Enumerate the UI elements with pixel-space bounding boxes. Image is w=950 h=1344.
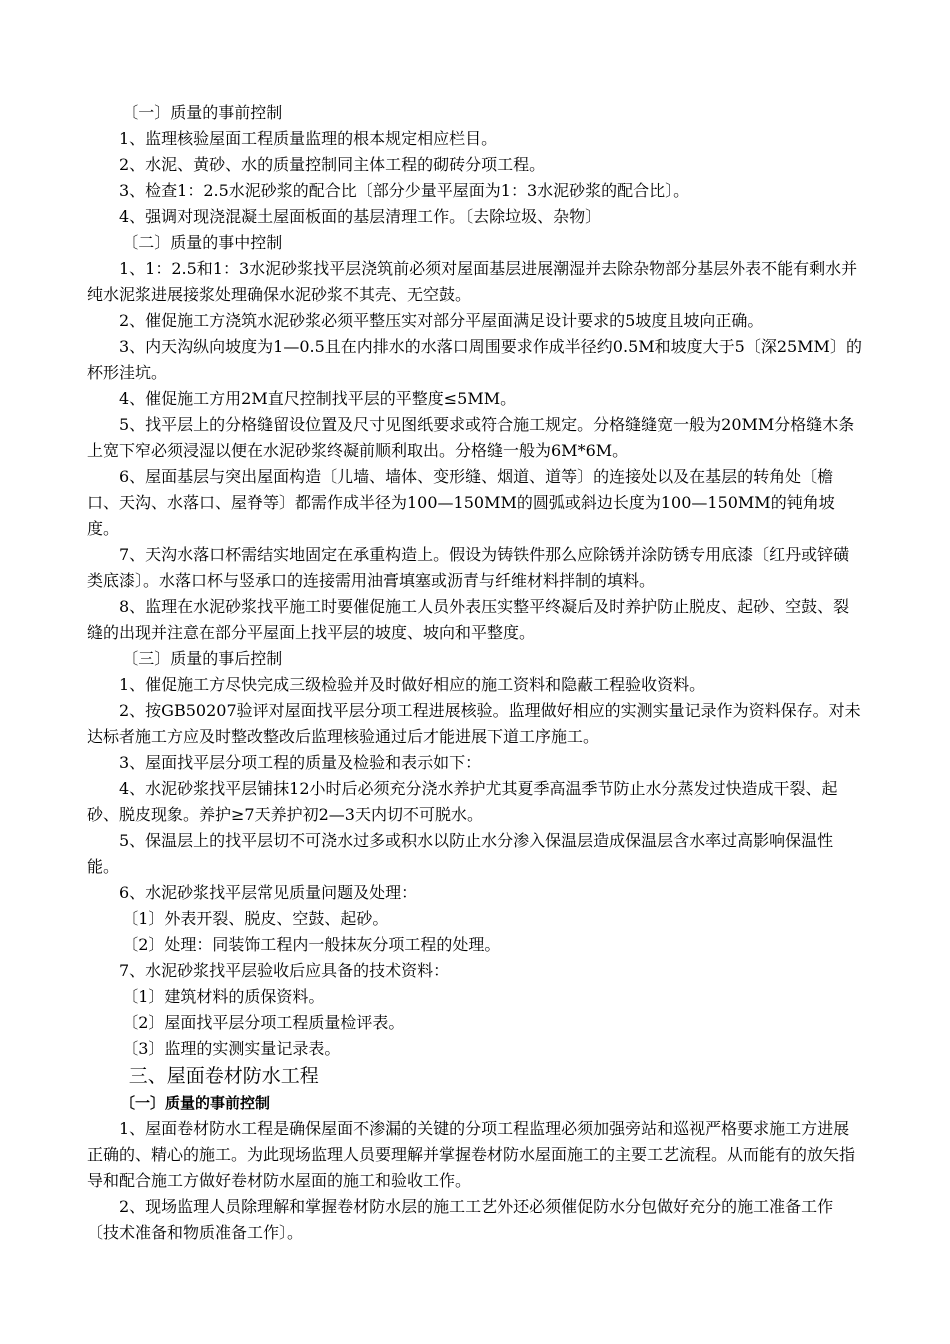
paragraph: 4、水泥砂浆找平层铺抹12小时后必须充分浇水养护尤其夏季高温季节防止水分蒸发过快造成干裂、起砂、脱皮现象。养护≥7天养护初2—3天内切不可脱水。 — [87, 779, 838, 824]
paragraph: 2、水泥、黄砂、水的质量控制同主体工程的砌砖分项工程。 — [119, 155, 546, 174]
list-item: 〔2〕屋面找平层分项工程质量检评表。 — [122, 1013, 405, 1032]
section-heading: 〔三〕质量的事后控制 — [122, 649, 283, 668]
paragraph: 6、屋面基层与突出屋面构造〔儿墙、墙体、变形缝、烟道、道等〕的连接处以及在基层的转角处〔檐口、天沟、水落口、屋脊等〕都需作成半径为100—150MM的圆弧或斜边长度为100—150MM的钝角坡度。 — [87, 467, 835, 538]
list-item: 〔2〕处理：同装饰工程内一般抹灰分项工程的处理。 — [122, 935, 501, 954]
paragraph: 1、监理核验屋面工程质量监理的根本规定相应栏目。 — [119, 129, 498, 148]
paragraph: 7、水泥砂浆找平层验收后应具备的技术资料： — [119, 961, 450, 980]
paragraph: 3、检查1：2.5水泥砂浆的配合比〔部分少量平屋面为1：3水泥砂浆的配合比〕。 — [119, 181, 690, 200]
paragraph: 2、催促施工方浇筑水泥砂浆必须平整压实对部分平屋面满足设计要求的5坡度且坡向正确。 — [119, 311, 764, 330]
list-item: 〔1〕建筑材料的质保资料。 — [122, 987, 325, 1006]
chapter-heading: 三、屋面卷材防水工程 — [128, 1065, 319, 1087]
section-heading: 〔一〕质量的事前控制 — [122, 103, 283, 122]
paragraph: 5、保温层上的找平层切不可浇水过多或积水以防止水分渗入保温层造成保温层含水率过高影响保温性能。 — [87, 831, 834, 876]
section-heading: 〔二〕质量的事中控制 — [122, 233, 283, 252]
paragraph: 7、天沟水落口杯需结实地固定在承重构造上。假设为铸铁件那么应除锈并涂防锈专用底漆〔红丹或锌磺类底漆〕。水落口杯与竖承口的连接需用油膏填塞或沥青与纤维材料拌制的填料。 — [87, 545, 850, 590]
paragraph: 3、屋面找平层分项工程的质量及检验和表示如下： — [119, 753, 482, 772]
paragraph: 5、找平层上的分格缝留设位置及尺寸见图纸要求或符合施工规定。分格缝缝宽一般为20MM分格缝木条上宽下窄必须浸湿以便在水泥砂浆终凝前顺利取出。分格缝一般为6M*6M。 — [87, 415, 855, 460]
paragraph: 4、催促施工方用2M直尺控制找平层的平整度≤5MM。 — [119, 389, 517, 408]
paragraph: 8、监理在水泥砂浆找平施工时要催促施工人员外表压实整平终凝后及时养护防止脱皮、起砂、空鼓、裂缝的出现并注意在部分平屋面上找平层的坡度、坡向和平整度。 — [87, 597, 850, 642]
document-page — [87, 100, 865, 1246]
list-item: 〔1〕外表开裂、脱皮、空鼓、起砂。 — [122, 909, 389, 928]
paragraph: 2、现场监理人员除理解和掌握卷材防水层的施工工艺外还必须催促防水分包做好充分的施工准备工作〔技术准备和物质准备工作〕。 — [87, 1197, 834, 1242]
paragraph: 6、水泥砂浆找平层常见质量问题及处理： — [119, 883, 418, 902]
paragraph: 1、屋面卷材防水工程是确保屋面不渗漏的关键的分项工程监理必须加强旁站和巡视严格要求施工方进展正确的、精心的施工。为此现场监理人员要理解并掌握卷材防水屋面施工的主要工艺流程。从而能有的放矢指导和配合施工方做好卷材防水屋面的施工和验收工作。 — [87, 1119, 856, 1190]
paragraph: 4、强调对现浇混凝土屋面板面的基层清理工作。〔去除垃圾、杂物〕 — [119, 207, 602, 226]
paragraph: 3、内天沟纵向坡度为1—0.5且在内排水的水落口周围要求作成半径约0.5M和坡度大于5〔深25MM〕的杯形洼坑。 — [87, 337, 862, 382]
paragraph: 1、1：2.5和1：3水泥砂浆找平层浇筑前必须对屋面基层进展潮湿并去除杂物部分基层外表不能有剩水并纯水泥浆进展接浆处理确保水泥砂浆不其壳、无空鼓。 — [87, 259, 858, 304]
paragraph: 1、催促施工方尽快完成三级检验并及时做好相应的施工资料和隐蔽工程验收资料。 — [119, 675, 706, 694]
list-item: 〔3〕监理的实测实量记录表。 — [122, 1039, 341, 1058]
section-heading-bold: 〔一〕质量的事前控制 — [120, 1094, 271, 1112]
paragraph: 2、按GB50207验评对屋面找平层分项工程进展核验。监理做好相应的实测实量记录作为资料保存。对未达标者施工方应及时整改整改后监理核验通过后才能进展下道工序施工。 — [87, 701, 861, 746]
